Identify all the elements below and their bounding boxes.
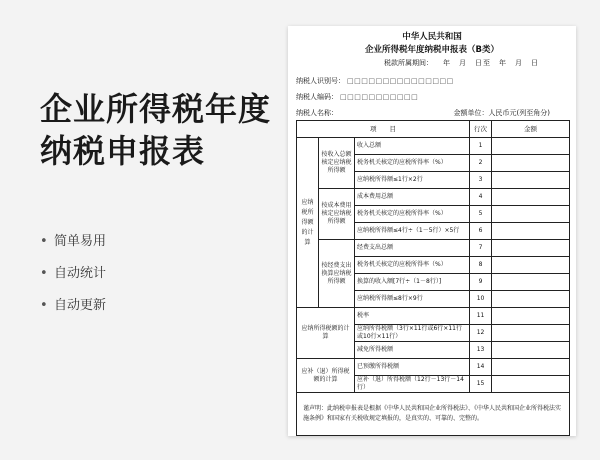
row-line: 14 (470, 359, 492, 376)
row-line: 5 (470, 206, 492, 223)
row-amount-cell[interactable] (492, 274, 570, 291)
row-line: 15 (470, 376, 492, 393)
row-item: 应纳税所得额≤4行÷（1－5行）×5行 (355, 223, 470, 240)
taxpayer-id-label: 纳税人识别号： (296, 77, 345, 85)
row-amount-cell[interactable] (492, 342, 570, 359)
row-line: 8 (470, 257, 492, 274)
row-line: 6 (470, 223, 492, 240)
promo-title-line1: 企业所得税年度 (40, 90, 272, 128)
row-line: 7 (470, 240, 492, 257)
row-item: 换算的收入额[7行÷（1－8行）] (355, 274, 470, 291)
table-row (297, 359, 570, 376)
row-amount-cell[interactable] (492, 291, 570, 308)
tax-form-table (296, 120, 570, 436)
row-line: 3 (470, 172, 492, 189)
row-item: 应补（退）所得税额（12行－13行－14行） (355, 376, 470, 393)
declaration: 谨声明：此纳税申报表是根据《中华人民共和国企业所得税法》、《中华人民共和国企业所得税法实施条例》和国家有关税收规定填报的，是真实的、可靠的、完整的。 (297, 393, 570, 436)
form-preview[interactable] (288, 26, 576, 436)
group-by-expense: 按经费支出换算应纳税所得额 (319, 240, 355, 308)
promo-title (40, 88, 280, 172)
feature-item: • 自动统计 (40, 264, 106, 296)
table-row (297, 308, 570, 325)
row-amount-cell[interactable] (492, 240, 570, 257)
group-refund: 应补（退）所得税额的计算 (297, 359, 355, 393)
taxpayer-name-label: 纳税人名称： (296, 109, 338, 117)
group-by-cost: 按成本费用核定应纳税所得额 (319, 189, 355, 240)
row-amount-cell[interactable] (492, 376, 570, 393)
row-item: 成本费用总额 (355, 189, 470, 206)
tax-period-label: 税款所属期间： (384, 59, 433, 67)
header-line: 行次 (470, 121, 492, 138)
row-item: 税务机关核定的应税所得率（%） (355, 257, 470, 274)
amount-unit: 金额单位：人民币元(列至角分) (453, 109, 550, 117)
row-amount-cell[interactable] (492, 172, 570, 189)
row-amount-cell[interactable] (492, 257, 570, 274)
row-item: 税务机关核定的应税所得率（%） (355, 155, 470, 172)
row-amount-cell[interactable] (492, 206, 570, 223)
row-line: 10 (470, 291, 492, 308)
row-line: 13 (470, 342, 492, 359)
row-line: 2 (470, 155, 492, 172)
row-item: 税率 (355, 308, 470, 325)
row-amount-cell[interactable] (492, 138, 570, 155)
row-line: 11 (470, 308, 492, 325)
taxpayer-code-label: 纳税人编码： (296, 93, 338, 101)
promo-title-line2: 纳税申报表 (40, 132, 206, 170)
bullet-icon: • (40, 266, 48, 281)
row-amount-cell[interactable] (492, 308, 570, 325)
row-item: 应纳所得税额（3行×11行或6行×11行或10行×11行） (355, 325, 470, 342)
feature-list (40, 232, 106, 328)
row-amount-cell[interactable] (492, 223, 570, 240)
taxpayer-id (296, 76, 454, 86)
row-line: 1 (470, 138, 492, 155)
group-taxable-income: 应纳税所得额的计算 (297, 138, 319, 308)
tax-period-dates: 年 月 日至 年 月 日 (443, 59, 539, 67)
row-line: 12 (470, 325, 492, 342)
table-row (297, 240, 570, 257)
table-row (297, 138, 570, 155)
table-row (297, 189, 570, 206)
row-amount-cell[interactable] (492, 359, 570, 376)
header-amount: 金额 (492, 121, 570, 138)
row-item: 减免所得税额 (355, 342, 470, 359)
row-item: 收入总额 (355, 138, 470, 155)
row-item: 已预缴所得税额 (355, 359, 470, 376)
form-subtitle: 企业所得税年度纳税申报表（B类） (365, 45, 499, 55)
taxpayer-code (296, 92, 418, 102)
row-item: 税务机关核定的应税所得率（%） (355, 206, 470, 223)
row-amount-cell[interactable] (492, 155, 570, 172)
row-item: 应纳税所得额≤1行×2行 (355, 172, 470, 189)
taxpayer-code-value: □□□□□□□□□□□ (340, 93, 419, 101)
row-line: 4 (470, 189, 492, 206)
form-title: 中华人民共和国 (402, 32, 462, 42)
group-by-total-income: 按收入总额核定应纳税所得额 (319, 138, 355, 189)
bullet-icon: • (40, 298, 48, 313)
row-amount-cell[interactable] (492, 189, 570, 206)
header-item: 项 目 (297, 121, 470, 138)
group-tax-payable: 应纳所得税额的计算 (297, 308, 355, 359)
table-row (297, 393, 570, 436)
bullet-icon: • (40, 234, 48, 249)
feature-item: • 简单易用 (40, 232, 106, 264)
row-item: 经费支出总额 (355, 240, 470, 257)
taxpayer-id-value: □□□□□□□□□□□□□□□ (347, 77, 454, 85)
feature-item: • 自动更新 (40, 296, 106, 328)
tax-period (384, 58, 539, 68)
row-amount-cell[interactable] (492, 325, 570, 342)
row-item: 应纳税所得额≤8行×9行 (355, 291, 470, 308)
row-line: 9 (470, 274, 492, 291)
